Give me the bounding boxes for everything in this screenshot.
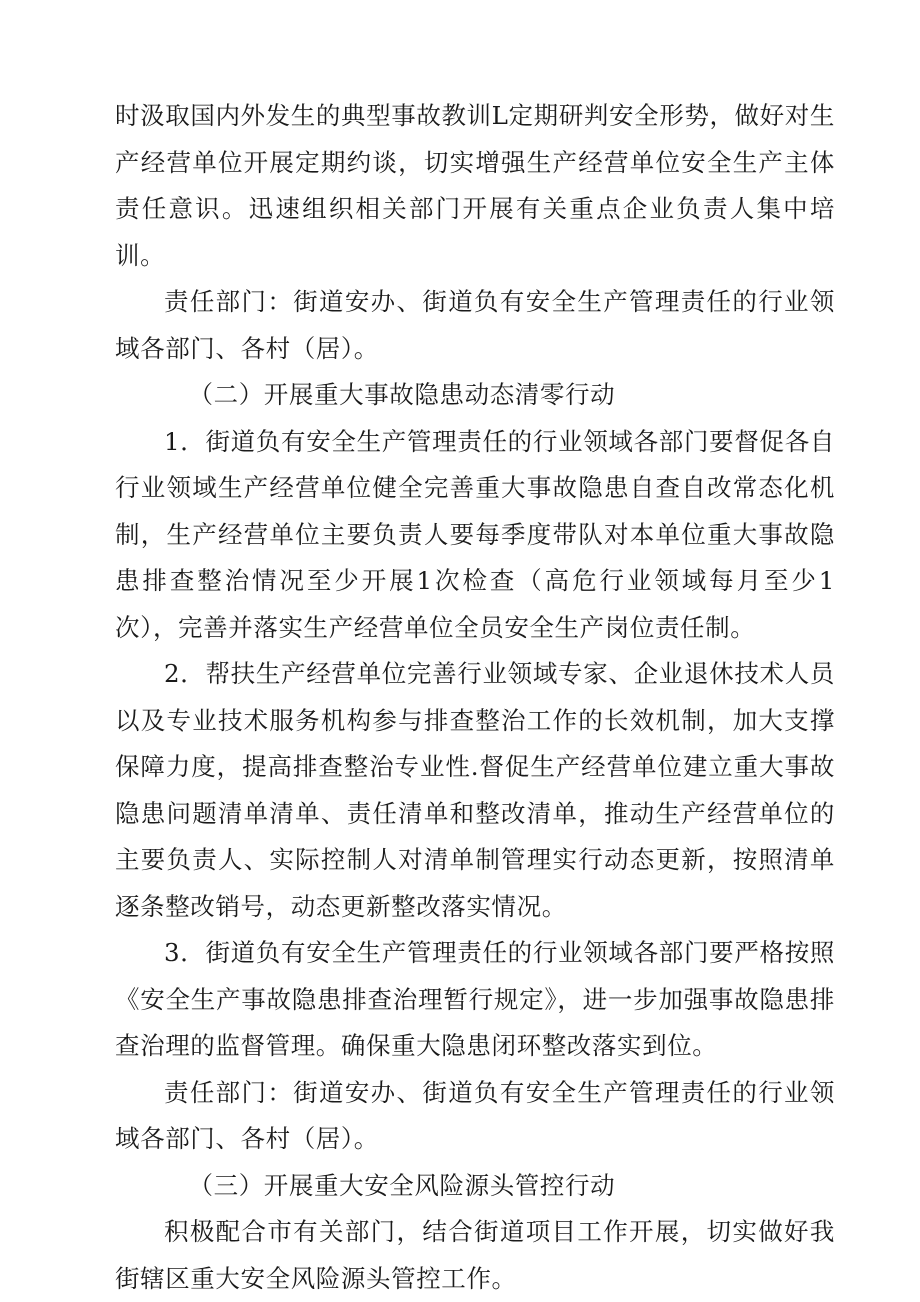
section-heading-2: （二）开展重大事故隐患动态清零行动 [188,380,616,409]
document-body [115,93,835,1302]
paragraph-responsible-departments-2: 责任部门：街道安办、街道负有安全生产管理责任的行业领域各部门、各村（居）。 [115,1077,835,1153]
paragraph-item-1: 1．街道负有安全生产管理责任的行业领域各部门要督促各自行业领域生产经营单位健全完善重大事故隐患自查自改常态化机制，生产经营单位主要负责人要每季度带队对本单位重大事故隐患排查整治情况至少开展1次检查（高危行业领域每月至少1次），完善并落实生产经营单位全员安全生产岗位责任制。 [115,426,835,642]
section-heading-3: （三）开展重大安全风险源头管控行动 [188,1170,616,1200]
paragraph-responsible-departments: 责任部门：街道安办、街道负有安全生产管理责任的行业领域各部门、各村（居）。 [115,287,835,363]
paragraph-continuation: 时汲取国内外发生的典型事故教训L定期研判安全形势，做好对生产经营单位开展定期约谈，切实增强生产经营单位安全生产主体责任意识。迅速组织相关部门开展有关重点企业负责人集中培训。 [115,101,835,270]
paragraph-risk-control: 积极配合市有关部门，结合街道项目工作开展，切实做好我街辖区重大安全风险源头管控工作。 [115,1217,835,1293]
paragraph-item-2: 2．帮扶生产经营单位完善行业领域专家、企业退休技术人员以及专业技术服务机构参与排查整治工作的长效机制，加大支撑保障力度，提高排查整治专业性.督促生产经营单位建立重大事故隐患问题清单清单、责任清单和整改清单，推动生产经营单位的主要负责人、实际控制人对清单制管理实行动态更新，按照清单逐条整改销号，动态更新整改落实情况。 [115,659,835,921]
paragraph-item-3: 3．街道负有安全生产管理责任的行业领域各部门要严格按照《安全生产事故隐患排查治理暂行规定》，进一步加强事故隐患排查治理的监督管理。确保重大隐患闭环整改落实到位。 [115,938,835,1060]
